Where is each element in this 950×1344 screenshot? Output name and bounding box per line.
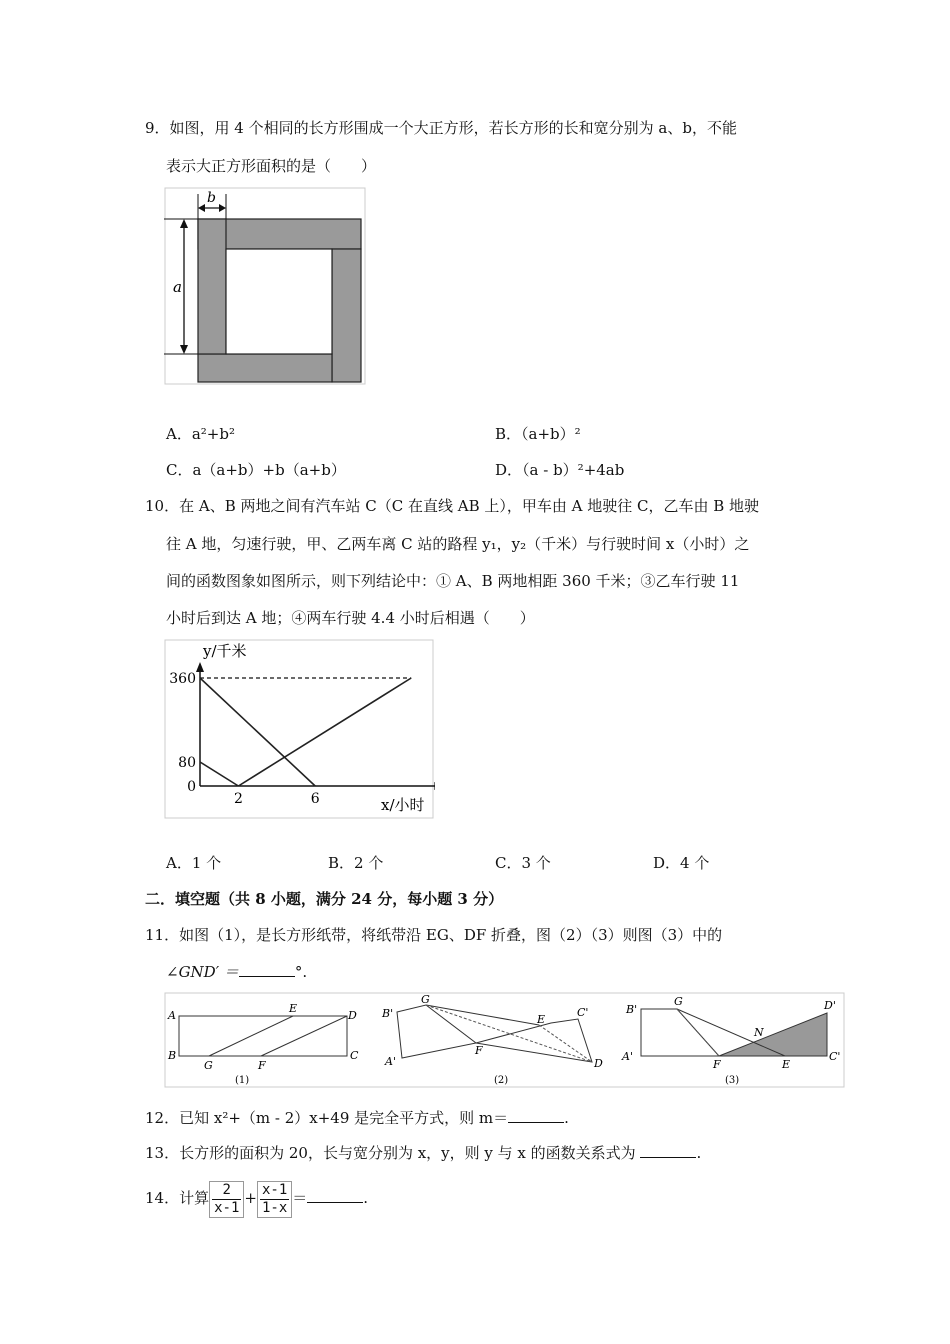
q10-line4: 小时后到达 A 地；④两车行驶 4.4 小时后相遇（ ） [166,609,535,627]
frac2-num: x-1 [261,1181,288,1198]
fig2-a: A' [385,1055,396,1068]
fig1-c: C [350,1049,359,1062]
fig3-f: F [713,1058,721,1071]
q9-option-d[interactable]: D．（a - b）²+4ab [495,461,625,479]
q10-option-b[interactable]: B．2 个 [328,854,384,872]
q12-blank[interactable] [508,1108,564,1123]
fig3-a: A' [622,1050,633,1063]
chart-y-tick-0: 0 [187,779,196,795]
section2-title: 二．填空题（共 8 小题，满分 24 分，每小题 3 分） [145,890,504,908]
fig2-e: E [537,1013,546,1026]
q14-fraction-2 [257,1181,292,1218]
q11-angle: ∠GND′ ＝ [166,963,239,981]
q11-line2 [166,962,307,982]
q12-line [145,1108,569,1128]
q11-blank[interactable] [239,962,295,977]
fig2-b: B' [382,1007,394,1020]
fig1-f: F [258,1059,266,1072]
frac1-den: x-1 [214,1199,240,1216]
q10-option-c[interactable]: C．3 个 [495,854,551,872]
q12-text: 12．已知 x²+（m - 2）x+49 是完全平方式，则 m＝ [145,1109,509,1127]
q12-suffix: . [564,1109,569,1127]
q9-line1: 9．如图，用 4 个相同的长方形围成一个大正方形，若长方形的长和宽分别为 a、b，不能 [145,119,737,137]
q10-option-d[interactable]: D．4 个 [653,854,710,872]
chart-y-label: y/千米 [203,642,247,660]
q10-option-a[interactable]: A．1 个 [166,854,222,872]
q10-line1: 10．在 A、B 两地之间有汽车站 C（C 在直线 AB 上），甲车由 A 地驶往 C，乙车由 B 地驶 [145,497,760,515]
fig2-g: G [421,993,430,1006]
q14-blank[interactable] [307,1188,363,1203]
chart-x-arrow [434,782,435,790]
fig3-n: N [754,1026,764,1039]
q13-line [145,1143,701,1163]
fig1-caption: (1) [235,1075,250,1086]
q13-blank[interactable] [640,1143,696,1158]
chart-y-tick-80: 80 [178,755,196,771]
fig1-e: E [289,1002,298,1015]
q9-label-b: b [207,190,216,206]
q14-plus: + [244,1189,257,1207]
fig1-a: A [168,1009,176,1022]
q10-chart [163,638,435,820]
fig1-g: G [204,1059,213,1072]
q13-text: 13．长方形的面积为 20，长与宽分别为 x，y，则 y 与 x 的函数关系式为 [145,1144,636,1162]
q13-suffix: . [696,1144,702,1162]
fig1-b: B [168,1049,177,1062]
chart-y-tick-360: 360 [169,671,196,687]
q9-option-b[interactable]: B．（a+b）² [495,425,581,443]
q14-suffix: . [363,1189,369,1207]
q9-option-c[interactable]: C．a（a+b）+b（a+b） [166,461,346,479]
fig3-d: D' [824,999,836,1012]
q14-eq: ＝ [292,1189,308,1207]
q9-figure [160,186,370,388]
fig3-c: C' [829,1050,841,1063]
fig1-d: D [348,1009,357,1022]
frac2-den: 1-x [261,1199,288,1216]
chart-x-label: x/小时 [381,796,425,814]
fig3-g: G [674,995,683,1008]
fig2-caption: (2) [494,1075,509,1086]
q10-line3: 间的函数图象如图所示，则下列结论中：① A、B 两地相距 360 千米；③乙车行驶 11 [166,572,740,590]
fig2-c: C' [577,1006,589,1019]
q11-line1: 11．如图（1），是长方形纸带，将纸带沿 EG、DF 折叠，图（2）（3）则图（3）中的 [145,926,723,944]
q9-line2: 表示大正方形面积的是（ ） [166,157,377,175]
q11-figures [163,991,846,1089]
fig3-caption: (3) [725,1075,740,1086]
chart-x-tick-6: 6 [310,791,320,807]
fig2-d: D [594,1057,603,1070]
q9-option-a[interactable]: A．a²+b² [166,425,235,443]
fig3-b: B' [626,1003,638,1016]
q10-line2: 往 A 地，匀速行驶，甲、乙两车离 C 站的路程 y₁，y₂（千米）与行驶时间 x（小时）之 [166,535,750,553]
q11-suffix: °. [294,963,308,981]
chart-x-tick-2: 2 [233,791,243,807]
q14-text: 14．计算 [145,1189,210,1207]
q14-fraction-1 [209,1181,244,1218]
frac1-num: 2 [212,1182,241,1200]
fig2-f: F [475,1044,483,1057]
q14-line [145,1176,368,1220]
q9-label-a: a [173,278,182,296]
fig3-e: E [782,1058,791,1071]
